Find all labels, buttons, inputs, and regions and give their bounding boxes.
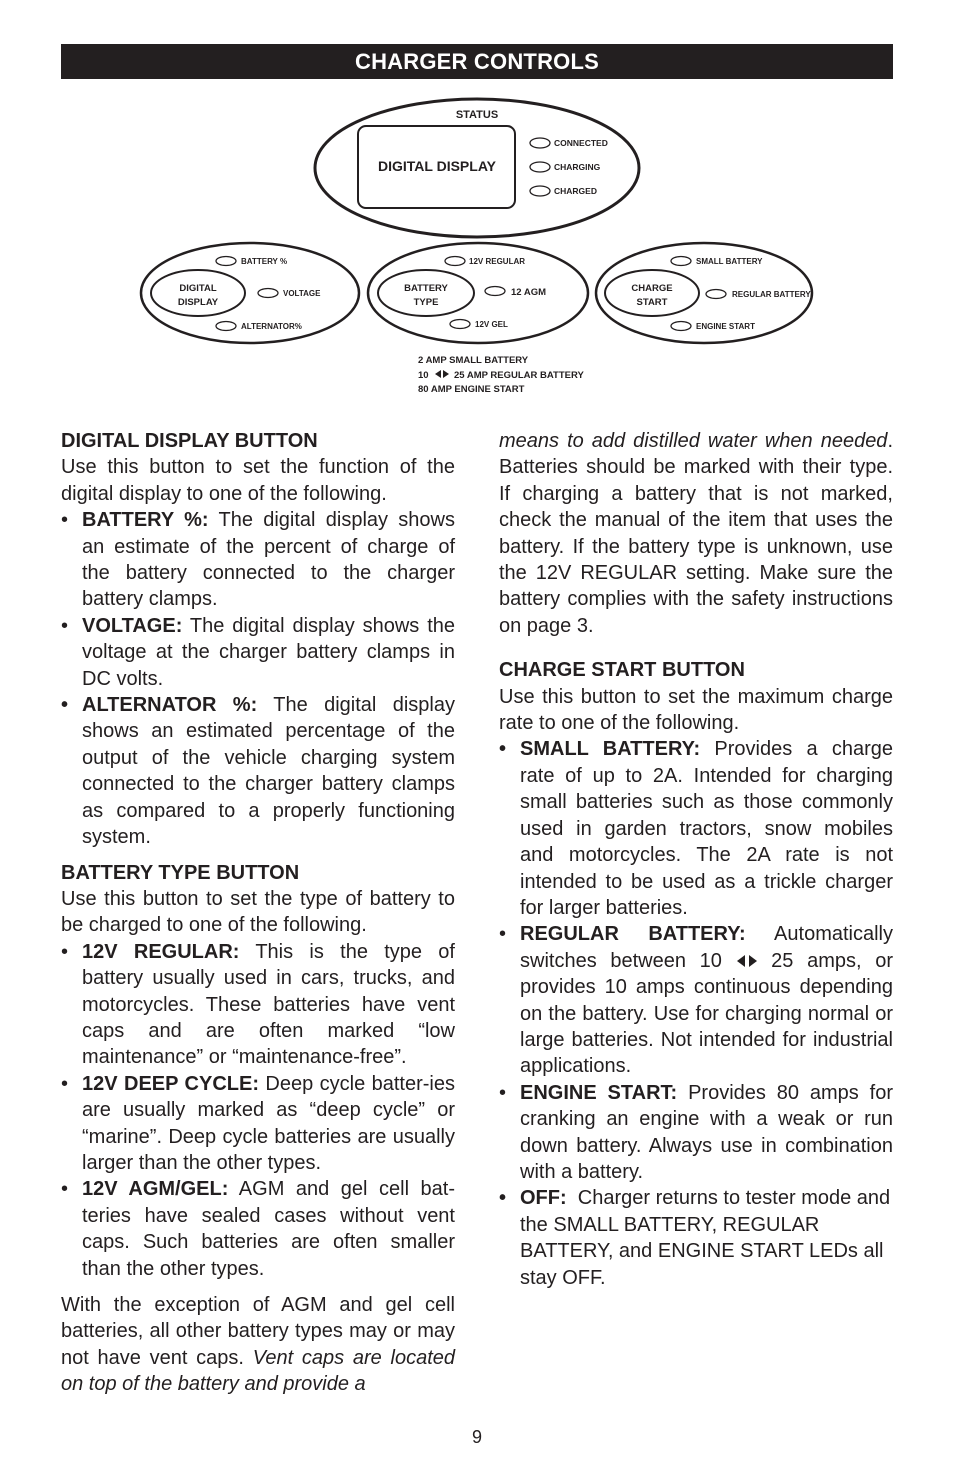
note-line-1: 2 AMP SMALL BATTERY <box>418 355 529 366</box>
list-item: • OFF: Charger returns to tester mode and the SMALL BATTERY, REGULAR BATTERY, and ENGINE START LEDs all stay OFF. <box>499 1187 896 1289</box>
note-line-2-a: 10 <box>418 370 429 381</box>
charge-start-intro: Use this button to set the maximum charge rate to one of the following. <box>499 685 893 735</box>
list-item: • 12V DEEP CYCLE: Deep cycle batter-ies are usually marked as “deep cycle” or “marine”. Deep cycle batteries are usually larger than the other types. <box>61 1072 455 1174</box>
bullet-icon: • <box>499 923 507 946</box>
list-item: • ALTERNATOR %: The digital display shows an estimated percentage of the output of the vehicle charging system connected to the charger battery clamps as compared to a properly functioning system. <box>61 694 455 849</box>
charge-start-button-label-2: START <box>636 297 668 308</box>
note-line-3: 80 AMP ENGINE START <box>418 384 525 395</box>
led-12v-gel-label: 12V GEL <box>475 320 508 329</box>
battery-type-button-label-1: BATTERY <box>404 283 448 294</box>
page-number: 9 <box>471 1427 482 1447</box>
led-connected-icon <box>530 138 550 148</box>
status-title: STATUS <box>455 109 499 121</box>
bullet-icon: • <box>499 738 507 761</box>
led-regular-battery-label: REGULAR BATTERY <box>732 290 811 299</box>
note-line-2-b: 25 AMP REGULAR BATTERY <box>454 370 584 381</box>
led-12v-regular-label: 12V REGULAR <box>469 257 526 266</box>
led-charging-icon <box>530 162 550 172</box>
led-charging-label: CHARGING <box>554 162 601 172</box>
digital-display-button-label-2: DISPLAY <box>177 297 219 308</box>
led-battery-percent-label: BATTERY % <box>241 257 288 266</box>
led-regular-battery-icon <box>706 290 726 299</box>
bullet-icon: • <box>499 1081 507 1104</box>
list-item: • REGULAR BATTERY: Automatically switches between 10 25 amps, or provides 10 amps continuous depending on the battery. Use for charging normal or large batteries. Not intended for industrial applications. <box>499 923 893 1078</box>
led-12v-gel-icon <box>450 320 470 329</box>
led-voltage-label: VOLTAGE <box>283 289 321 298</box>
charger-controls-diagram <box>0 90 954 410</box>
bullet-icon: • <box>61 509 69 532</box>
battery-type-heading: BATTERY TYPE BUTTON <box>61 861 300 884</box>
battery-type-intro: Use this button to set the type of battery to be charged to one of the following. <box>61 887 455 937</box>
led-small-battery-label: SMALL BATTERY <box>696 257 763 266</box>
digital-display-intro: Use this button to set the function of the digital display to one of the following. <box>61 456 455 505</box>
digital-display-button-label-1: DIGITAL <box>179 283 217 294</box>
led-engine-start-label: ENGINE START <box>696 322 755 331</box>
list-item: • SMALL BATTERY: Provides a charge rate of up to 2A. Intended for charging small batteries such as those commonly used in garden tractors, snow mobiles and motorcycles. The 2A rate is not intended to be used as a trickle charger for larger batteries. <box>499 738 893 919</box>
led-engine-start-icon <box>671 322 691 331</box>
digital-display-label: DIGITAL DISPLAY <box>378 158 496 174</box>
led-charged-label: CHARGED <box>554 186 597 196</box>
section-header <box>61 44 893 79</box>
list-item: • BATTERY %: The digital display shows an estimate of the percent of charge of the battery connected to the charger battery clamps. <box>61 509 455 611</box>
section-title: CHARGER CONTROLS <box>355 48 599 74</box>
double-arrow-icon <box>435 370 449 378</box>
battery-type-list <box>61 939 455 1282</box>
double-arrow-icon <box>736 954 758 968</box>
led-small-battery-icon <box>671 257 691 266</box>
led-voltage-icon <box>258 289 278 298</box>
list-item: • 12V AGM/GEL: AGM and gel cell bat-teries have sealed cases without vent caps. Such batteries are often smaller than the other types. <box>61 1178 455 1280</box>
list-item: • VOLTAGE: The digital display shows the voltage at the charger battery clamps in DC volts. <box>61 614 455 690</box>
bullet-icon: • <box>61 940 69 963</box>
vent-caps-paragraph: With the exception of AGM and gel cell batteries, all other battery types may or may not have vent caps. Vent caps are located on top of the battery and provide a <box>61 1294 455 1396</box>
led-battery-percent-icon <box>216 257 236 266</box>
left-column <box>61 428 455 1398</box>
list-item: • 12V REGULAR: This is the type of battery usually used in cars, trucks, and motorcycles. These batteries have vent caps and are often marked “low maintenance” or “maintenance-free”. <box>61 940 455 1069</box>
bullet-icon: • <box>61 1178 69 1201</box>
led-alternator-label: ALTERNATOR% <box>241 322 302 331</box>
led-12v-regular-icon <box>445 257 465 266</box>
bullet-icon: • <box>61 1072 69 1095</box>
right-column <box>499 428 896 1291</box>
list-item: • ENGINE START: Provides 80 amps for cranking an engine with a weak or run down battery. Always use in combination with a battery. <box>499 1081 894 1183</box>
charge-start-heading: CHARGE START BUTTON <box>499 659 745 682</box>
led-connected-label: CONNECTED <box>554 138 608 148</box>
led-alternator-icon <box>216 322 236 331</box>
led-12-agm-label: 12 AGM <box>511 287 547 298</box>
digital-display-heading: DIGITAL DISPLAY BUTTON <box>61 430 318 452</box>
bullet-icon: • <box>61 614 69 637</box>
bullet-icon: • <box>61 694 69 717</box>
charge-start-button-label-1: CHARGE <box>631 283 673 294</box>
bullet-icon: • <box>499 1187 507 1210</box>
led-charged-icon <box>530 186 550 196</box>
led-12-agm-icon <box>485 287 505 296</box>
charge-start-list <box>499 736 896 1291</box>
vent-caps-continuation: means to add distilled water when needed. Batteries should be marked with their type. If charging a battery that is not marked, check the manual of the item that uses the battery. If the battery type is unknown, use the 12V REGULAR setting. Make sure the battery complies with the safety instructions on page 3. <box>499 430 893 637</box>
digital-display-list <box>61 507 455 850</box>
battery-type-button-label-2: TYPE <box>413 297 439 308</box>
